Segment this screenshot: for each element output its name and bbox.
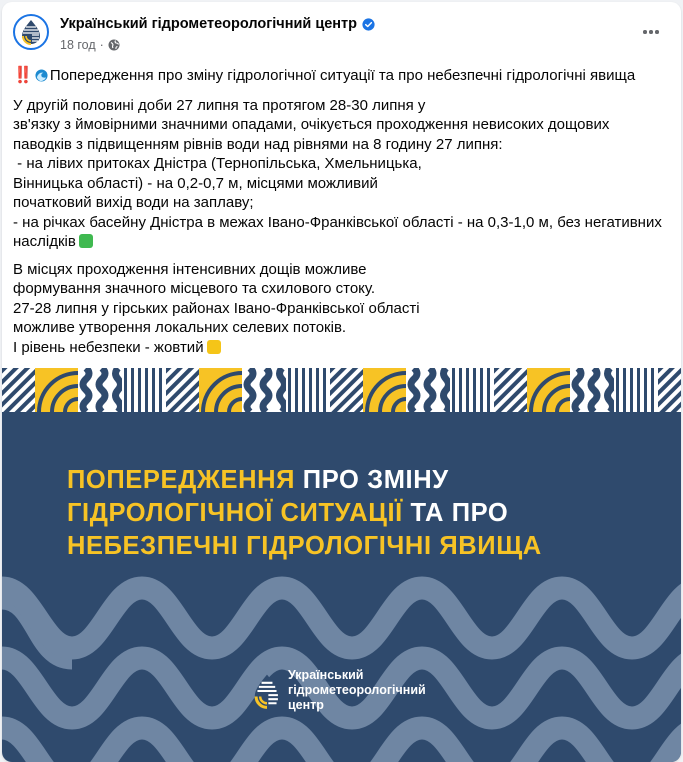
page-name-link[interactable] xyxy=(60,16,375,32)
post-card xyxy=(2,2,681,762)
footer-logo xyxy=(252,668,426,713)
text-line: можливе утворення локальних селевих потоків. xyxy=(13,319,347,336)
paragraph-forecast xyxy=(13,96,673,252)
text-line: І рівень небезпеки - жовтий xyxy=(13,338,204,356)
yellow-square-icon xyxy=(207,340,221,354)
text-line: В місцях проходження інтенсивних дощів можливе xyxy=(13,260,367,278)
headline-line-3: НЕБЕЗПЕЧНІ ГІДРОЛОГІЧНІ ЯВИЩА xyxy=(67,532,542,560)
meta-separator: · xyxy=(99,38,104,52)
image-headline xyxy=(67,464,542,563)
text-line: Вінницька області) - на 0,2-0,7 м, місцями можливий xyxy=(13,174,378,192)
timestamp-link[interactable]: 18 год xyxy=(60,38,96,52)
post-image[interactable] xyxy=(2,368,681,762)
text-line: - на лівих притоках Дністра (Тернопільська, Хмельницька, xyxy=(13,155,422,172)
text-line: формування значного місцевого та схилового стоку. xyxy=(13,280,376,297)
ukrhydromet-logo-icon xyxy=(252,672,282,710)
page-name: Український гідрометеорологічний центр xyxy=(60,16,358,32)
post-title-line xyxy=(13,66,673,86)
text-line: наслідків xyxy=(13,233,76,250)
more-options-button[interactable] xyxy=(639,24,663,40)
text-line: У другій половині доби 27 липня та протягом 28-30 липня у xyxy=(13,96,426,114)
decorative-waves xyxy=(2,568,681,762)
ukrhydromet-logo-icon xyxy=(20,19,42,45)
green-square-icon xyxy=(79,234,93,248)
text-line: 27-28 липня у гірських районах Івано-Франківської області xyxy=(13,299,420,317)
text-line: початковий вихід води на заплаву; xyxy=(13,194,254,211)
decorative-pattern-strip xyxy=(2,368,681,412)
footer-logo-text: Український гідрометеорологічний центр xyxy=(288,668,426,712)
double-exclamation-icon: ‼️ xyxy=(13,67,31,84)
more-dot xyxy=(649,30,653,34)
post-header xyxy=(2,2,681,60)
more-dot xyxy=(643,30,647,34)
headline-line-2: ГІДРОЛОГІЧНОЇ СИТУАЦІЇ ТА ПРО xyxy=(67,499,509,527)
headline-line-1: ПОПЕРЕДЖЕННЯ ПРО ЗМІНУ xyxy=(67,466,449,494)
verified-badge-icon xyxy=(362,18,375,31)
text-line: зв'язку з ймовірними значними опадами, очікується проходження невисоких дощових xyxy=(13,116,610,133)
page-avatar[interactable] xyxy=(13,14,49,50)
water-wave-icon xyxy=(35,69,48,82)
globe-icon[interactable] xyxy=(108,39,120,51)
more-dot xyxy=(655,30,659,34)
text-line: - на річках басейну Дністра в межах Івано-Франківської області - на 0,3-1,0 м, без негативних xyxy=(13,213,662,231)
text-line: паводків з підвищенням рівнів води над рівнями на 8 годину 27 липня: xyxy=(13,135,503,153)
post-body xyxy=(13,66,673,365)
post-meta xyxy=(60,38,120,52)
paragraph-warning xyxy=(13,260,673,358)
post-title: Попередження про зміну гідрологічної ситуації та про небезпечні гідрологічні явища xyxy=(49,67,636,84)
